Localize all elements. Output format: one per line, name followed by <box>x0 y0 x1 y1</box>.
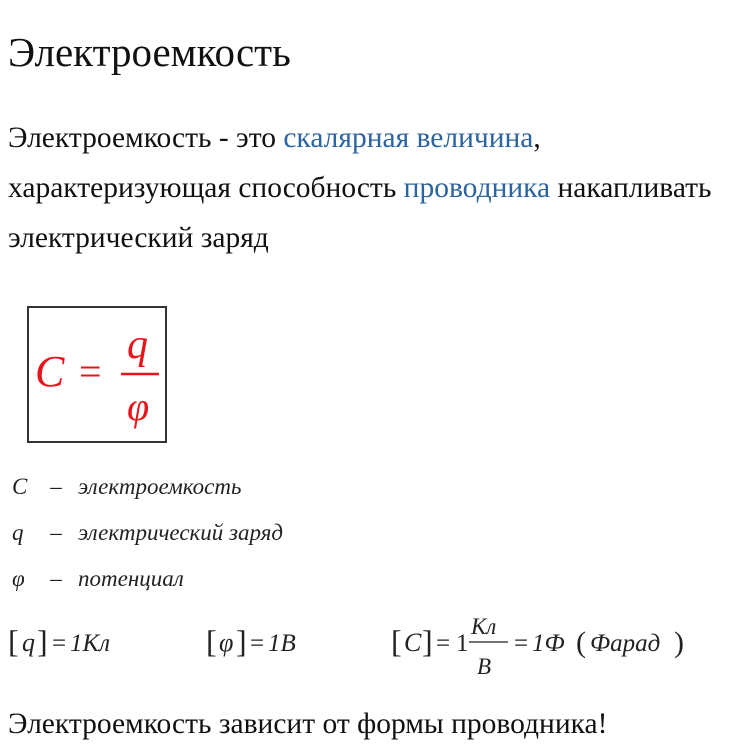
intro-paragraph <box>8 113 743 263</box>
link-scalar-quantity[interactable]: скалярная величина <box>283 122 534 154</box>
fraction-denominator: В <box>477 654 492 679</box>
fraction-numerator: Кл <box>471 614 497 639</box>
bracket-left-icon: [ <box>391 623 402 659</box>
legend-symbol: q <box>12 520 24 545</box>
formula-numerator: q <box>127 322 148 368</box>
page-title: Электроемкость <box>8 29 291 75</box>
units-formulas <box>8 610 708 682</box>
legend-dash: – <box>50 520 62 545</box>
equals-sign: = <box>514 630 529 657</box>
legend-row-capacitance <box>12 474 241 500</box>
intro-text-2: , характеризующая способность <box>8 122 541 204</box>
bracket-right-icon: ] <box>236 623 247 659</box>
unit-name: Фарад <box>590 630 661 657</box>
formula-equals: = <box>79 349 102 394</box>
potential-unit <box>206 623 296 659</box>
unit-symbol: q <box>22 628 35 657</box>
legend-symbol: C <box>12 474 28 499</box>
unit-result: 1Ф <box>532 630 565 657</box>
footer-note: Электроемкость зависит от формы проводника! <box>8 708 608 740</box>
paren-right-icon: ) <box>674 626 684 659</box>
bracket-left-icon: [ <box>206 623 217 659</box>
capacitance-formula <box>29 308 165 441</box>
legend-dash: – <box>50 566 62 591</box>
bracket-right-icon: ] <box>37 623 48 659</box>
link-conductor[interactable]: проводника <box>403 172 551 204</box>
unit-value: 1Кл <box>70 630 111 657</box>
legend-text: электроемкость <box>78 474 242 499</box>
bracket-left-icon: [ <box>8 623 19 659</box>
legend-row-potential <box>12 566 184 592</box>
intro-text-1: Электроемкость - это <box>8 122 284 154</box>
bracket-right-icon: ] <box>422 623 433 659</box>
legend-symbol: φ <box>12 566 25 591</box>
unit-symbol: C <box>404 628 422 657</box>
unit-symbol: φ <box>219 628 234 657</box>
unit-value: 1В <box>268 630 296 657</box>
equals-sign: = <box>250 630 265 657</box>
formula-lhs: C <box>35 347 65 396</box>
paren-left-icon: ( <box>576 626 586 659</box>
legend-dash: – <box>50 474 62 499</box>
equals-sign: = <box>52 630 67 657</box>
formula-denominator: φ <box>127 384 150 429</box>
legend-text: потенциал <box>78 566 184 591</box>
charge-unit <box>8 623 110 659</box>
capacitance-formula-image <box>27 306 167 443</box>
legend-text: электрический заряд <box>78 520 284 545</box>
equals-sign: = <box>436 630 451 657</box>
intro-text-3: накапливать электрический заряд <box>8 172 712 254</box>
capacitance-unit <box>391 614 684 679</box>
unit-prefix: 1 <box>456 630 469 657</box>
legend-row-charge <box>12 520 283 546</box>
